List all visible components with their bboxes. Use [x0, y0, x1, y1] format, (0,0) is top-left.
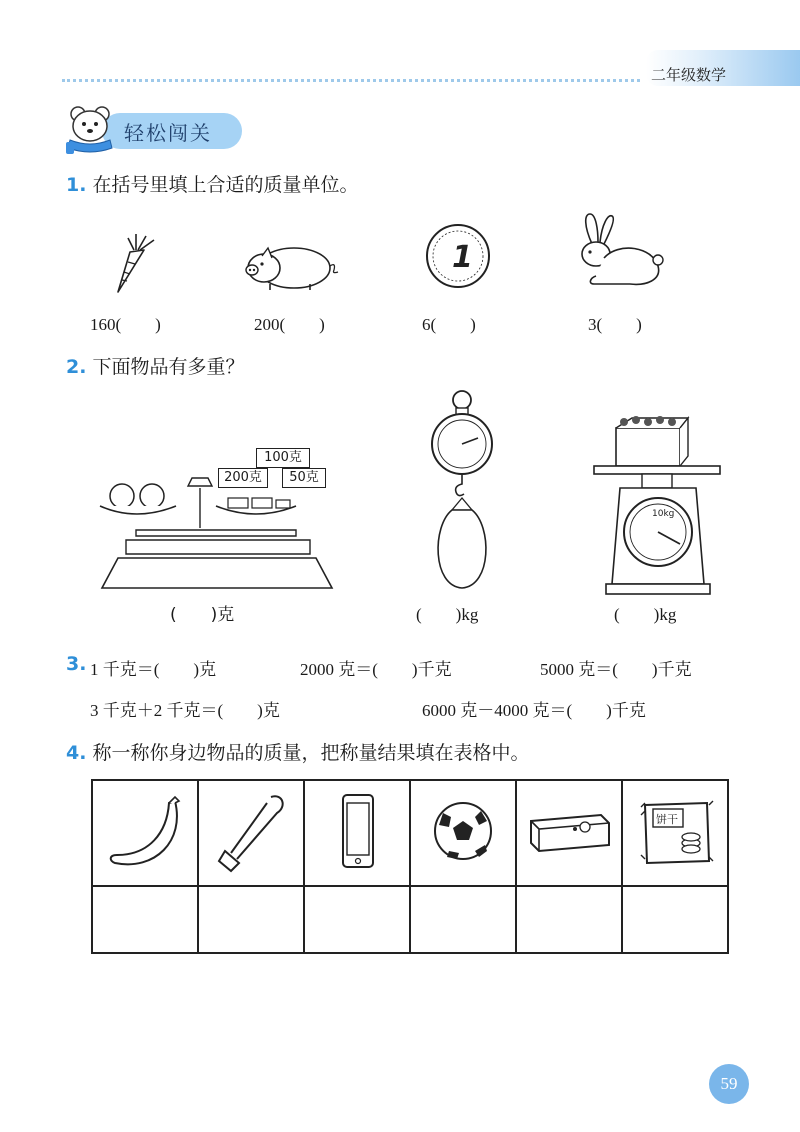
weight-label-200: 200克	[218, 468, 268, 488]
table-cell-pencil-case	[516, 780, 622, 886]
pencil-case-icon	[517, 781, 621, 881]
weight-label-100: 100克	[256, 448, 310, 468]
question-1-text: 在括号里填上合适的质量单位。	[92, 174, 359, 196]
q3-line1-item3: 5000 克＝( )千克	[540, 660, 692, 679]
q1-answer-coin: 6( )	[422, 315, 476, 334]
table-cell-biscuit	[622, 780, 728, 886]
table-row-answers	[92, 886, 728, 953]
carrot-icon	[106, 230, 162, 296]
weight-label-50: 50克	[282, 468, 326, 488]
pig-icon	[240, 240, 340, 294]
grade-label: 二年级数学	[651, 66, 727, 84]
coin-icon	[424, 222, 492, 290]
platform-scale-icon	[592, 414, 726, 600]
q2-answer-balance: ( )克	[170, 605, 235, 625]
table-row-images	[92, 780, 728, 886]
svg-text:1: 1	[452, 240, 473, 275]
table-cell-phone	[304, 780, 410, 886]
measurement-table	[91, 779, 729, 954]
q2-answer-platform-scale: ( )kg	[614, 605, 677, 624]
question-1-number: 1.	[66, 174, 87, 196]
section-title: 轻松闯关	[124, 121, 212, 145]
scale-dial-label: 10kg	[652, 509, 675, 519]
spring-scale-icon	[422, 386, 502, 596]
question-2	[66, 352, 245, 379]
answer-cell-safety-pin[interactable]	[198, 886, 304, 953]
answer-cell-pencil-case[interactable]	[516, 886, 622, 953]
phone-icon	[305, 781, 409, 881]
question-4-number: 4.	[66, 742, 87, 764]
q1-answer-pig: 200( )	[254, 315, 325, 334]
q3-line2-item1: 3 千克＋2 千克＝( )克	[90, 701, 280, 720]
q1-answer-rabbit: 3( )	[588, 315, 642, 334]
table-cell-banana	[92, 780, 198, 886]
question-4-text: 称一称你身边物品的质量，把称量结果填在表格中。	[92, 742, 530, 764]
header-dotted-line	[62, 79, 640, 82]
question-1	[66, 170, 359, 197]
q2-answer-spring-scale: ( )kg	[416, 605, 479, 624]
rabbit-icon	[574, 210, 670, 290]
answer-cell-biscuit[interactable]	[622, 886, 728, 953]
question-2-text: 下面物品有多重？	[92, 356, 245, 378]
question-2-number: 2.	[66, 356, 87, 378]
table-cell-football	[410, 780, 516, 886]
bear-mascot-icon	[60, 100, 120, 156]
safety-pin-icon	[199, 781, 303, 881]
answer-cell-football[interactable]	[410, 886, 516, 953]
banana-icon	[93, 781, 197, 881]
answer-cell-banana[interactable]	[92, 886, 198, 953]
biscuit-icon	[623, 781, 727, 881]
biscuit-label: 饼干	[656, 813, 678, 826]
q3-line1-item2: 2000 克＝( )千克	[300, 660, 452, 679]
question-3-number: 3.	[66, 653, 87, 675]
q1-answer-carrot: 160( )	[90, 315, 161, 334]
question-4	[66, 738, 530, 765]
table-cell-safety-pin	[198, 780, 304, 886]
answer-cell-phone[interactable]	[304, 886, 410, 953]
q3-line1-item1: 1 千克＝( )克	[90, 660, 217, 679]
football-icon	[411, 781, 515, 881]
page-number: 59	[709, 1064, 749, 1104]
q3-line2-item2: 6000 克－4000 克＝( )千克	[422, 701, 646, 720]
